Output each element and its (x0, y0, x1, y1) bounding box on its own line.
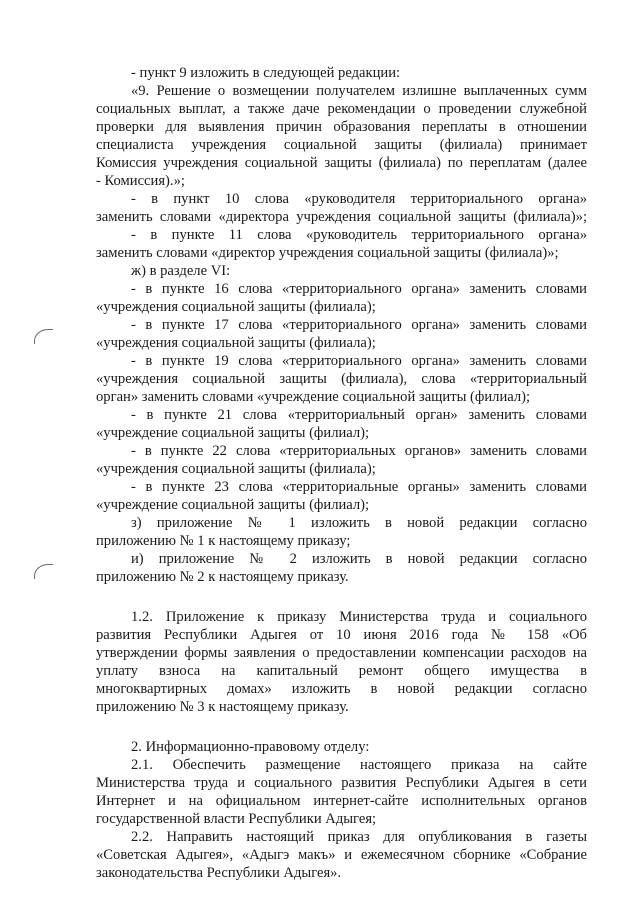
text-line: - в пункт 10 слова «руководителя территориального органа» (131, 191, 587, 207)
text-line: приложению № 1 к настоящему приказу; (96, 533, 351, 549)
text-line: и) приложение № 2 изложить в новой редакции согласно (131, 551, 587, 567)
text-line: многоквартирных домах» изложить в новой редакции согласно (96, 681, 587, 697)
text-line: з) приложение № 1 изложить в новой редакции согласно (131, 515, 587, 531)
text-line: приложению № 3 к настоящему приказу. (96, 699, 349, 715)
text-line: орган» заменить словами «учреждение социальной защиты (филиал); (96, 389, 531, 405)
text-line: развития Республики Адыгея от 10 июня 2016 года № 158 «Об (96, 627, 587, 643)
punch-hole-mark (34, 564, 53, 579)
text-line: «учреждение социальной защиты (филиал); (96, 497, 370, 513)
text-line: заменить словами «директор учреждения социальной защиты (филиала)»; (96, 245, 559, 261)
text-line: проверки для выявления причин образования переплаты в отношении (96, 119, 587, 135)
text-line: Министерства труда и социального развития Республики Адыгея в сети (96, 775, 587, 791)
text-line: - в пункте 21 слова «территориальный орган» заменить словами (131, 407, 587, 423)
text-line: «учреждения социальной защиты (филиала); (96, 461, 376, 477)
text-line: законодательства Республики Адыгея». (96, 865, 342, 881)
punch-hole-mark (34, 329, 53, 344)
text-line: 2. Информационно-правовому отделу: (131, 739, 370, 755)
text-line: приложению № 2 к настоящему приказу. (96, 569, 349, 585)
text-line: уплату взноса на капитальный ремонт общего имущества в (96, 663, 587, 679)
text-line: - в пункте 17 слова «территориального органа» заменить словами (131, 317, 587, 333)
text-line: - пункт 9 изложить в следующей редакции: (131, 65, 401, 81)
text-line: специалиста учреждения социальной защиты (филиала) принимает (96, 137, 587, 153)
text-line: - в пункте 16 слова «территориального органа» заменить словами (131, 281, 587, 297)
text-line: «учреждение социальной защиты (филиал); (96, 425, 370, 441)
text-line: утверждении формы заявления о предоставлении компенсации расходов на (96, 645, 587, 661)
text-line: «учреждения социальной защиты (филиала); (96, 335, 376, 351)
text-line: - в пункте 19 слова «территориального органа» заменить словами (131, 353, 587, 369)
text-line: 2.2. Направить настоящий приказ для опубликования в газеты (131, 829, 587, 845)
text-line: 1.2. Приложение к приказу Министерства труда и социального (131, 609, 587, 625)
text-line: Комиссия учреждения социальной защиты (филиала) по переплатам (далее (96, 155, 587, 171)
text-line: «9. Решение о возмещении получателем излишне выплаченных сумм (131, 83, 587, 99)
text-line: 2.1. Обеспечить размещение настоящего приказа на сайте (131, 757, 587, 773)
text-line: государственной власти Республики Адыгея; (96, 811, 377, 827)
text-line: - в пункте 23 слова «территориальные органы» заменить словами (131, 479, 587, 495)
text-line: - в пункте 11 слова «руководитель территориального органа» (131, 227, 587, 243)
text-line: заменить словами «директора учреждения социальной защиты (филиала)»; (96, 209, 587, 225)
text-line: - в пункте 22 слова «территориальных органов» заменить словами (131, 443, 587, 459)
text-line: социальных выплат, а также даче рекомендации о проведении служебной (96, 101, 587, 117)
text-line: - Комиссия).»; (96, 173, 185, 189)
text-line: «учреждения социальной защиты (филиала), слова «территориальный (96, 371, 587, 387)
text-line: Интернет и на официальном интернет-сайте исполнительных органов (96, 793, 587, 809)
text-line: «Советская Адыгея», «Адыгэ макъ» и ежемесячном сборнике «Собрание (96, 847, 587, 863)
text-line: ж) в разделе VI: (131, 263, 231, 279)
text-line: «учреждения социальной защиты (филиала); (96, 299, 376, 315)
